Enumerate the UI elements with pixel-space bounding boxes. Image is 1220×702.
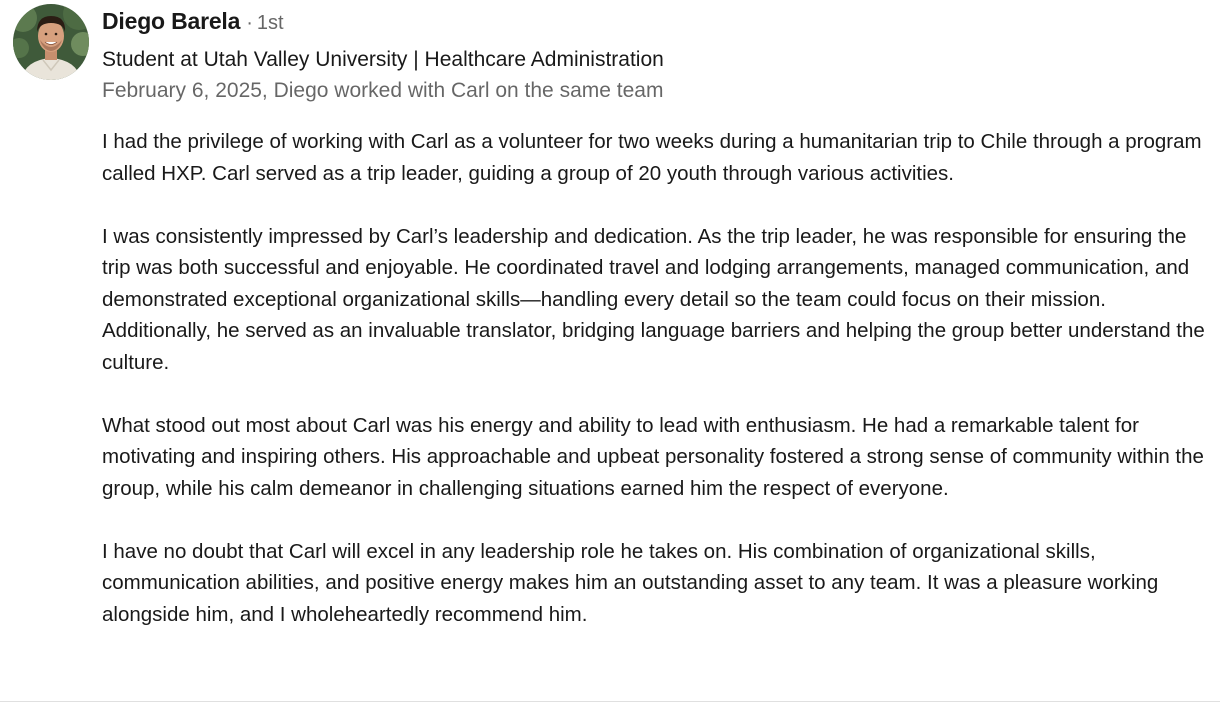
recommendation-paragraph: I was consistently impressed by Carl’s leadership and dedication. As the trip leader, he was responsible for ensuring the trip was both successful and enjoyable. He coordinated travel and lodging arrangements, managed communication, and demonstrated exceptional organizational skills—handling every detail so the team could focus on their mission. Additionally, he served as an invaluable translator, bridging language barriers and helping the group better understand the culture. xyxy=(102,224,1205,374)
recommendation-text xyxy=(102,126,1214,662)
profile-photo-icon xyxy=(13,4,89,80)
recommender-avatar[interactable] xyxy=(13,4,89,80)
recommendation-paragraph: I have no doubt that Carl will excel in any leadership role he takes on. His combination of organizational skills, communication abilities, and positive energy makes him an outstanding asset to any team. It was a pleasure working alongside him, and I wholeheartedly recommend him. xyxy=(102,539,1159,626)
recommender-headline: Student at Utah Valley University | Healthcare Administration xyxy=(102,48,664,71)
recommender-name[interactable]: Diego Barela xyxy=(102,8,241,34)
recommendation-paragraph: I had the privilege of working with Carl as a volunteer for two weeks during a humanitarian trip to Chile through a program called HXP. Carl served as a trip leader, guiding a group of 20 youth through various activities. xyxy=(102,130,1202,185)
connection-degree: 1st xyxy=(256,12,284,34)
recommendation-relationship: February 6, 2025, Diego worked with Carl on the same team xyxy=(102,79,664,102)
name-row xyxy=(102,8,1210,42)
degree-separator: · xyxy=(246,12,253,34)
recommendation-paragraph: What stood out most about Carl was his energy and ability to lead with enthusiasm. He had a remarkable talent for motivating and inspiring others. His approachable and upbeat personality fostered a strong sense of community within the group, while his calm demeanor in challenging situations earned him the respect of everyone. xyxy=(102,413,1204,500)
recommender-header xyxy=(102,8,1210,106)
